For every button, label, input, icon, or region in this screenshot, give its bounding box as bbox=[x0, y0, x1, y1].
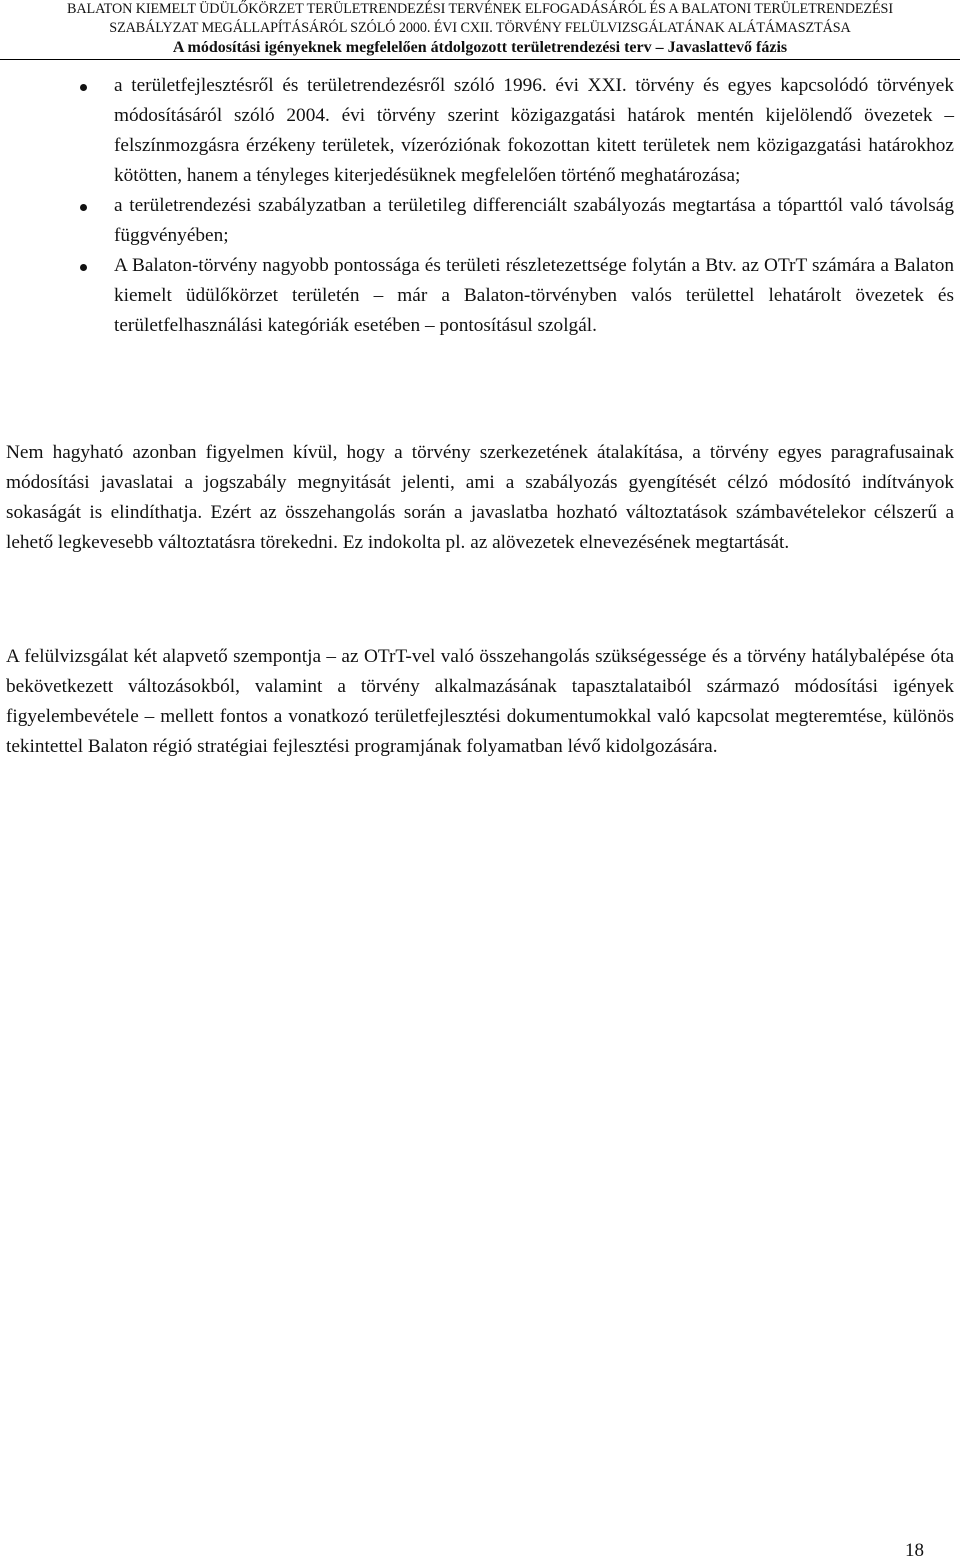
bullet-icon bbox=[80, 264, 87, 271]
header-line-1: BALATON KIEMELT ÜDÜLŐKÖRZET TERÜLETRENDEZÉSI TERVÉNEK ELFOGADÁSÁRÓL ÉS A BALATONI TERÜLETRENDEZÉSI bbox=[67, 1, 893, 17]
list-item bbox=[0, 191, 960, 251]
list-item bbox=[0, 71, 960, 191]
paragraph: Nem hagyható azonban figyelmen kívül, hogy a törvény szerkezetének átalakítása, a törvény egyes paragrafusainak módosítási javaslatai a jogszabály megnyitását jelenti, ami a szabályozás gyengítését célzó módosító indítványok sokaságát is elindíthatja. Ezért az összehangolás során a javaslatba hozható változtatások számbavételekor célszerű a lehető legkevesebb változtatásra törekedni. Ez indokolta pl. az alövezetek elnevezésének megtartását. bbox=[6, 442, 954, 553]
list-item-text: a területrendezési szabályzatban a területileg differenciált szabályozás megtartása a tóparttól való távolság függvényében; bbox=[114, 195, 954, 246]
paragraph: A felülvizsgálat két alapvető szempontja – az OTrT-vel való összehangolás szükségessége és a törvény hatálybalépése óta bekövetkezett változásokból, valamint a törvény alkalmazásának tapasztalataiból származó módosítási igények figyelembevétele – mellett fontos a vonatkozó területfejlesztési dokumentumokkal való kapcsolat megteremtése, különös tekintettel Balaton régió stratégiai fejlesztési programjának folyamatban lévő kidolgozására. bbox=[6, 646, 954, 757]
page-number: 18 bbox=[905, 1540, 924, 1561]
list-item-text: A Balaton-törvény nagyobb pontossága és területi részletezettsége folytán a Btv. az OTrT számára a Balaton kiemelt üdülőkörzet területén – már a Balaton-törvényben valós területtel lehatárolt övezetek és területfelhasználási kategóriák esetében – pontosításul szolgál. bbox=[114, 255, 954, 336]
bullet-icon bbox=[80, 204, 87, 211]
header-divider bbox=[0, 59, 960, 60]
bullet-list bbox=[0, 71, 960, 341]
bullet-icon bbox=[80, 84, 87, 91]
header-line-2: SZABÁLYZAT MEGÁLLAPÍTÁSÁRÓL SZÓLÓ 2000. ÉVI CXII. TÖRVÉNY FELÜLVIZSGÁLATÁNAK ALÁTÁMASZTÁSA bbox=[109, 20, 851, 36]
header-line-3: A módosítási igényeknek megfelelően átdolgozott területrendezési terv – Javaslattevő fázis bbox=[172, 39, 788, 56]
list-item-text: a területfejlesztésről és területrendezésről szóló 1996. évi XXI. törvény és egyes kapcsolódó törvények módosításáról szóló 2004. évi törvény szerint közigazgatási határok mentén kijelölendő övezetek – felszínmozgásra érzékeny területek, vízeróziónak fokozottan kitett területek nem közigazgatási határokhoz kötötten, hanem a tényleges kiterjedésüknek megfelelően történő meghatározása; bbox=[114, 75, 954, 186]
list-item bbox=[0, 251, 960, 341]
running-header bbox=[0, 0, 960, 57]
